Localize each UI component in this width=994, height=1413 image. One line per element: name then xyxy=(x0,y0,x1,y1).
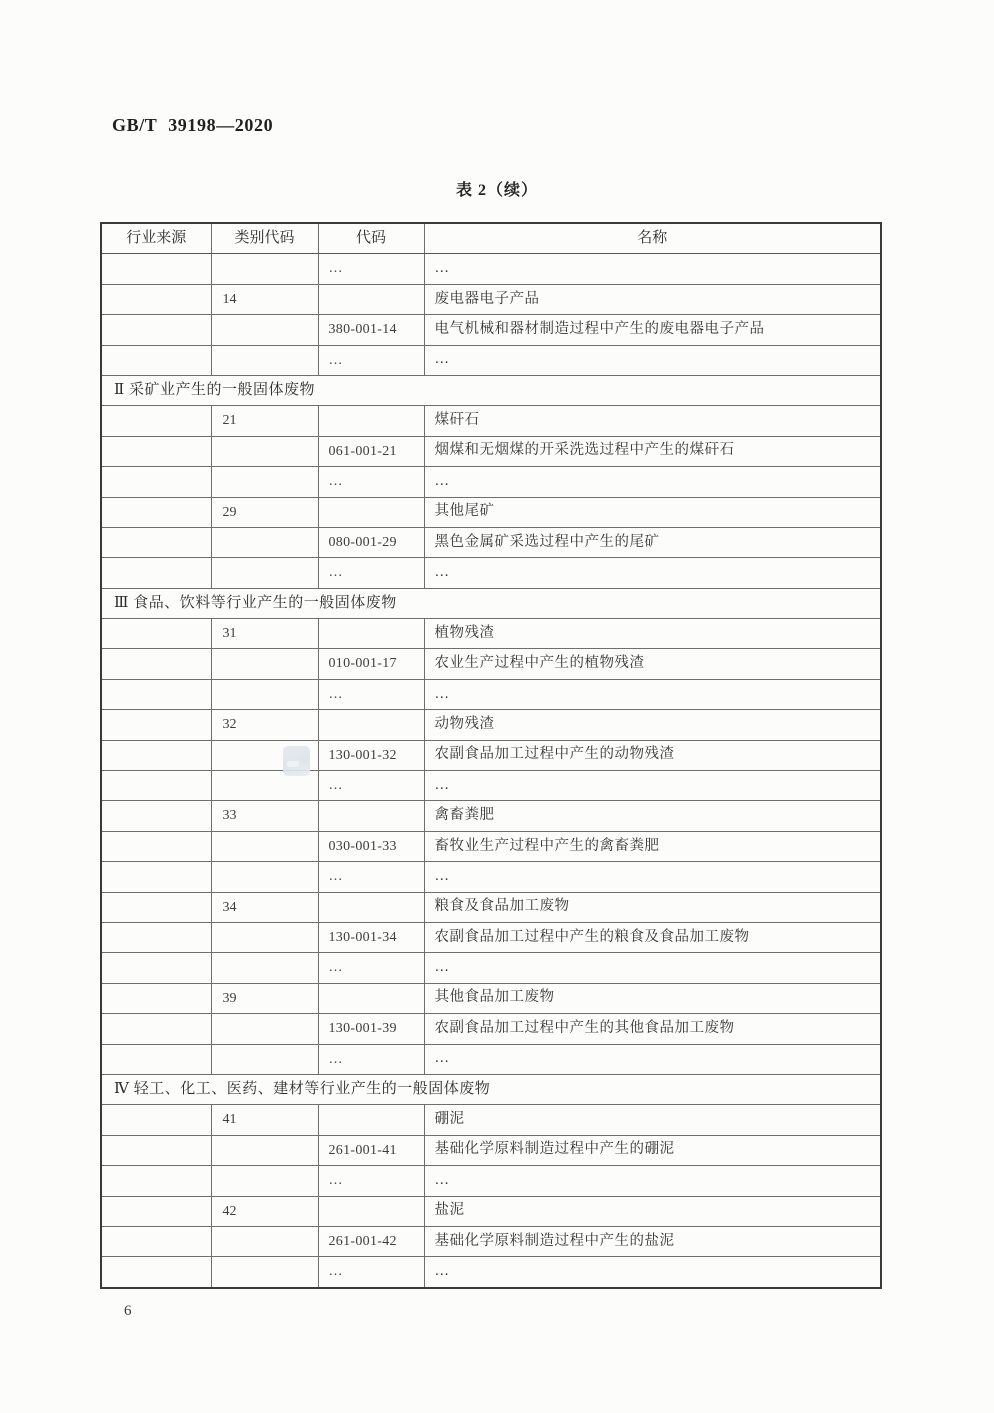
category-code-cell xyxy=(211,558,318,588)
table-title: 表 2（续） xyxy=(455,182,538,199)
industry-cell xyxy=(101,983,211,1013)
table-row xyxy=(101,983,881,1013)
table-row xyxy=(101,527,881,557)
industry-cell xyxy=(101,406,211,436)
industry-cell xyxy=(101,649,211,679)
name-cell: … xyxy=(424,862,881,892)
category-code-cell xyxy=(211,467,318,497)
industry-cell xyxy=(101,467,211,497)
table-row xyxy=(101,254,881,284)
name-cell: … xyxy=(424,1257,881,1288)
industry-cell xyxy=(101,831,211,861)
name-cell: 农副食品加工过程中产生的粮食及食品加工废物 xyxy=(424,922,881,952)
header-name: 名称 xyxy=(424,223,881,254)
industry-cell xyxy=(101,619,211,649)
header-industry-source: 行业来源 xyxy=(101,223,211,254)
industry-cell xyxy=(101,1166,211,1196)
industry-cell xyxy=(101,527,211,557)
table-row xyxy=(101,953,881,983)
name-cell: 电气机械和器材制造过程中产生的废电器电子产品 xyxy=(424,315,881,345)
name-cell: 基础化学原料制造过程中产生的盐泥 xyxy=(424,1226,881,1256)
table-row xyxy=(101,315,881,345)
name-cell: … xyxy=(424,345,881,375)
page-number: 6 xyxy=(124,1303,132,1319)
table-row xyxy=(101,1226,881,1256)
table-row xyxy=(101,1105,881,1135)
name-cell: 废电器电子产品 xyxy=(424,284,881,314)
code-cell xyxy=(318,1105,424,1135)
category-code-cell: 42 xyxy=(211,1196,318,1226)
waste-category-table xyxy=(100,222,882,1289)
category-code-cell: 32 xyxy=(211,710,318,740)
industry-cell xyxy=(101,1105,211,1135)
category-code-cell xyxy=(211,436,318,466)
name-cell: 其他食品加工废物 xyxy=(424,983,881,1013)
category-code-cell: 39 xyxy=(211,983,318,1013)
name-cell: 其他尾矿 xyxy=(424,497,881,527)
code-cell: 130-001-32 xyxy=(318,740,424,770)
industry-cell xyxy=(101,1044,211,1074)
section-label: Ⅳ 轻工、化工、医药、建材等行业产生的一般固体废物 xyxy=(101,1074,881,1104)
name-cell: 畜牧业生产过程中产生的禽畜粪肥 xyxy=(424,831,881,861)
table-row xyxy=(101,831,881,861)
industry-cell xyxy=(101,801,211,831)
table-row xyxy=(101,558,881,588)
table-row xyxy=(101,649,881,679)
name-cell: 烟煤和无烟煤的开采洗选过程中产生的煤矸石 xyxy=(424,436,881,466)
industry-cell xyxy=(101,740,211,770)
table-row xyxy=(101,801,881,831)
industry-cell xyxy=(101,679,211,709)
table-header-row xyxy=(101,223,881,254)
code-cell: … xyxy=(318,862,424,892)
code-cell: 130-001-39 xyxy=(318,1014,424,1044)
name-cell: … xyxy=(424,1166,881,1196)
code-cell: … xyxy=(318,771,424,801)
table-row xyxy=(101,619,881,649)
table-row xyxy=(101,1044,881,1074)
section-label: Ⅲ 食品、饮料等行业产生的一般固体废物 xyxy=(101,588,881,618)
industry-cell xyxy=(101,345,211,375)
industry-cell xyxy=(101,892,211,922)
table-row xyxy=(101,467,881,497)
industry-cell xyxy=(101,953,211,983)
table-row xyxy=(101,740,881,770)
category-code-cell: 31 xyxy=(211,619,318,649)
code-cell xyxy=(318,801,424,831)
code-cell: … xyxy=(318,1044,424,1074)
code-cell xyxy=(318,892,424,922)
code-cell xyxy=(318,406,424,436)
category-code-cell xyxy=(211,1226,318,1256)
document-number: GB/T 39198—2020 xyxy=(112,115,274,135)
section-row xyxy=(101,375,881,405)
category-code-cell: 29 xyxy=(211,497,318,527)
name-cell: 煤矸石 xyxy=(424,406,881,436)
name-cell: … xyxy=(424,953,881,983)
name-cell: … xyxy=(424,558,881,588)
name-cell: 硼泥 xyxy=(424,1105,881,1135)
category-code-cell xyxy=(211,649,318,679)
code-cell xyxy=(318,619,424,649)
category-code-cell xyxy=(211,315,318,345)
category-code-cell xyxy=(211,527,318,557)
code-cell: … xyxy=(318,558,424,588)
name-cell: … xyxy=(424,771,881,801)
section-row xyxy=(101,588,881,618)
category-code-cell: 34 xyxy=(211,892,318,922)
name-cell: 农副食品加工过程中产生的其他食品加工废物 xyxy=(424,1014,881,1044)
industry-cell xyxy=(101,862,211,892)
category-code-cell xyxy=(211,679,318,709)
category-code-cell xyxy=(211,1135,318,1165)
code-cell xyxy=(318,1196,424,1226)
table-row xyxy=(101,345,881,375)
name-cell: 农业生产过程中产生的植物残渣 xyxy=(424,649,881,679)
code-cell: 010-001-17 xyxy=(318,649,424,679)
table-row xyxy=(101,1196,881,1226)
table-row xyxy=(101,284,881,314)
waste-table-body xyxy=(101,254,881,1288)
code-cell: … xyxy=(318,1257,424,1288)
category-code-cell xyxy=(211,831,318,861)
industry-cell xyxy=(101,922,211,952)
code-cell xyxy=(318,284,424,314)
table-row xyxy=(101,1257,881,1288)
table-row xyxy=(101,497,881,527)
category-code-cell xyxy=(211,953,318,983)
code-cell: … xyxy=(318,254,424,284)
code-cell: … xyxy=(318,1166,424,1196)
name-cell: 盐泥 xyxy=(424,1196,881,1226)
name-cell: 动物残渣 xyxy=(424,710,881,740)
table-row xyxy=(101,1014,881,1044)
industry-cell xyxy=(101,1226,211,1256)
name-cell: 禽畜粪肥 xyxy=(424,801,881,831)
table-row xyxy=(101,710,881,740)
code-cell: 080-001-29 xyxy=(318,527,424,557)
name-cell: 黑色金属矿采选过程中产生的尾矿 xyxy=(424,527,881,557)
table-row xyxy=(101,922,881,952)
code-cell: 261-001-41 xyxy=(318,1135,424,1165)
category-code-cell xyxy=(211,1044,318,1074)
header-code: 代码 xyxy=(318,223,424,254)
table-row xyxy=(101,862,881,892)
industry-cell xyxy=(101,254,211,284)
industry-cell xyxy=(101,315,211,345)
industry-cell xyxy=(101,497,211,527)
watermark-icon xyxy=(283,746,310,776)
category-code-cell: 21 xyxy=(211,406,318,436)
industry-cell xyxy=(101,1257,211,1288)
table-row xyxy=(101,892,881,922)
name-cell: 植物残渣 xyxy=(424,619,881,649)
code-cell xyxy=(318,497,424,527)
code-cell: … xyxy=(318,679,424,709)
table-row xyxy=(101,1166,881,1196)
code-cell: 130-001-34 xyxy=(318,922,424,952)
category-code-cell: 41 xyxy=(211,1105,318,1135)
name-cell: 粮食及食品加工废物 xyxy=(424,892,881,922)
code-cell: 261-001-42 xyxy=(318,1226,424,1256)
name-cell: … xyxy=(424,679,881,709)
category-code-cell xyxy=(211,254,318,284)
category-code-cell: 14 xyxy=(211,284,318,314)
code-cell: … xyxy=(318,953,424,983)
industry-cell xyxy=(101,284,211,314)
section-row xyxy=(101,1074,881,1104)
industry-cell xyxy=(101,771,211,801)
category-code-cell xyxy=(211,345,318,375)
name-cell: 基础化学原料制造过程中产生的硼泥 xyxy=(424,1135,881,1165)
category-code-cell xyxy=(211,1257,318,1288)
code-cell: 380-001-14 xyxy=(318,315,424,345)
category-code-cell xyxy=(211,922,318,952)
code-cell: 030-001-33 xyxy=(318,831,424,861)
category-code-cell xyxy=(211,862,318,892)
name-cell: … xyxy=(424,1044,881,1074)
industry-cell xyxy=(101,1014,211,1044)
industry-cell xyxy=(101,558,211,588)
table-row xyxy=(101,406,881,436)
code-cell: … xyxy=(318,467,424,497)
header-category-code: 类别代码 xyxy=(211,223,318,254)
category-code-cell xyxy=(211,1014,318,1044)
code-cell: 061-001-21 xyxy=(318,436,424,466)
category-code-cell: 33 xyxy=(211,801,318,831)
industry-cell xyxy=(101,1196,211,1226)
name-cell: 农副食品加工过程中产生的动物残渣 xyxy=(424,740,881,770)
code-cell: … xyxy=(318,345,424,375)
industry-cell xyxy=(101,436,211,466)
category-code-cell xyxy=(211,1166,318,1196)
section-label: Ⅱ 采矿业产生的一般固体废物 xyxy=(101,375,881,405)
table-row xyxy=(101,436,881,466)
table-row xyxy=(101,679,881,709)
table-row xyxy=(101,771,881,801)
code-cell xyxy=(318,710,424,740)
industry-cell xyxy=(101,710,211,740)
code-cell xyxy=(318,983,424,1013)
name-cell: … xyxy=(424,467,881,497)
table-row xyxy=(101,1135,881,1165)
industry-cell xyxy=(101,1135,211,1165)
name-cell: … xyxy=(424,254,881,284)
